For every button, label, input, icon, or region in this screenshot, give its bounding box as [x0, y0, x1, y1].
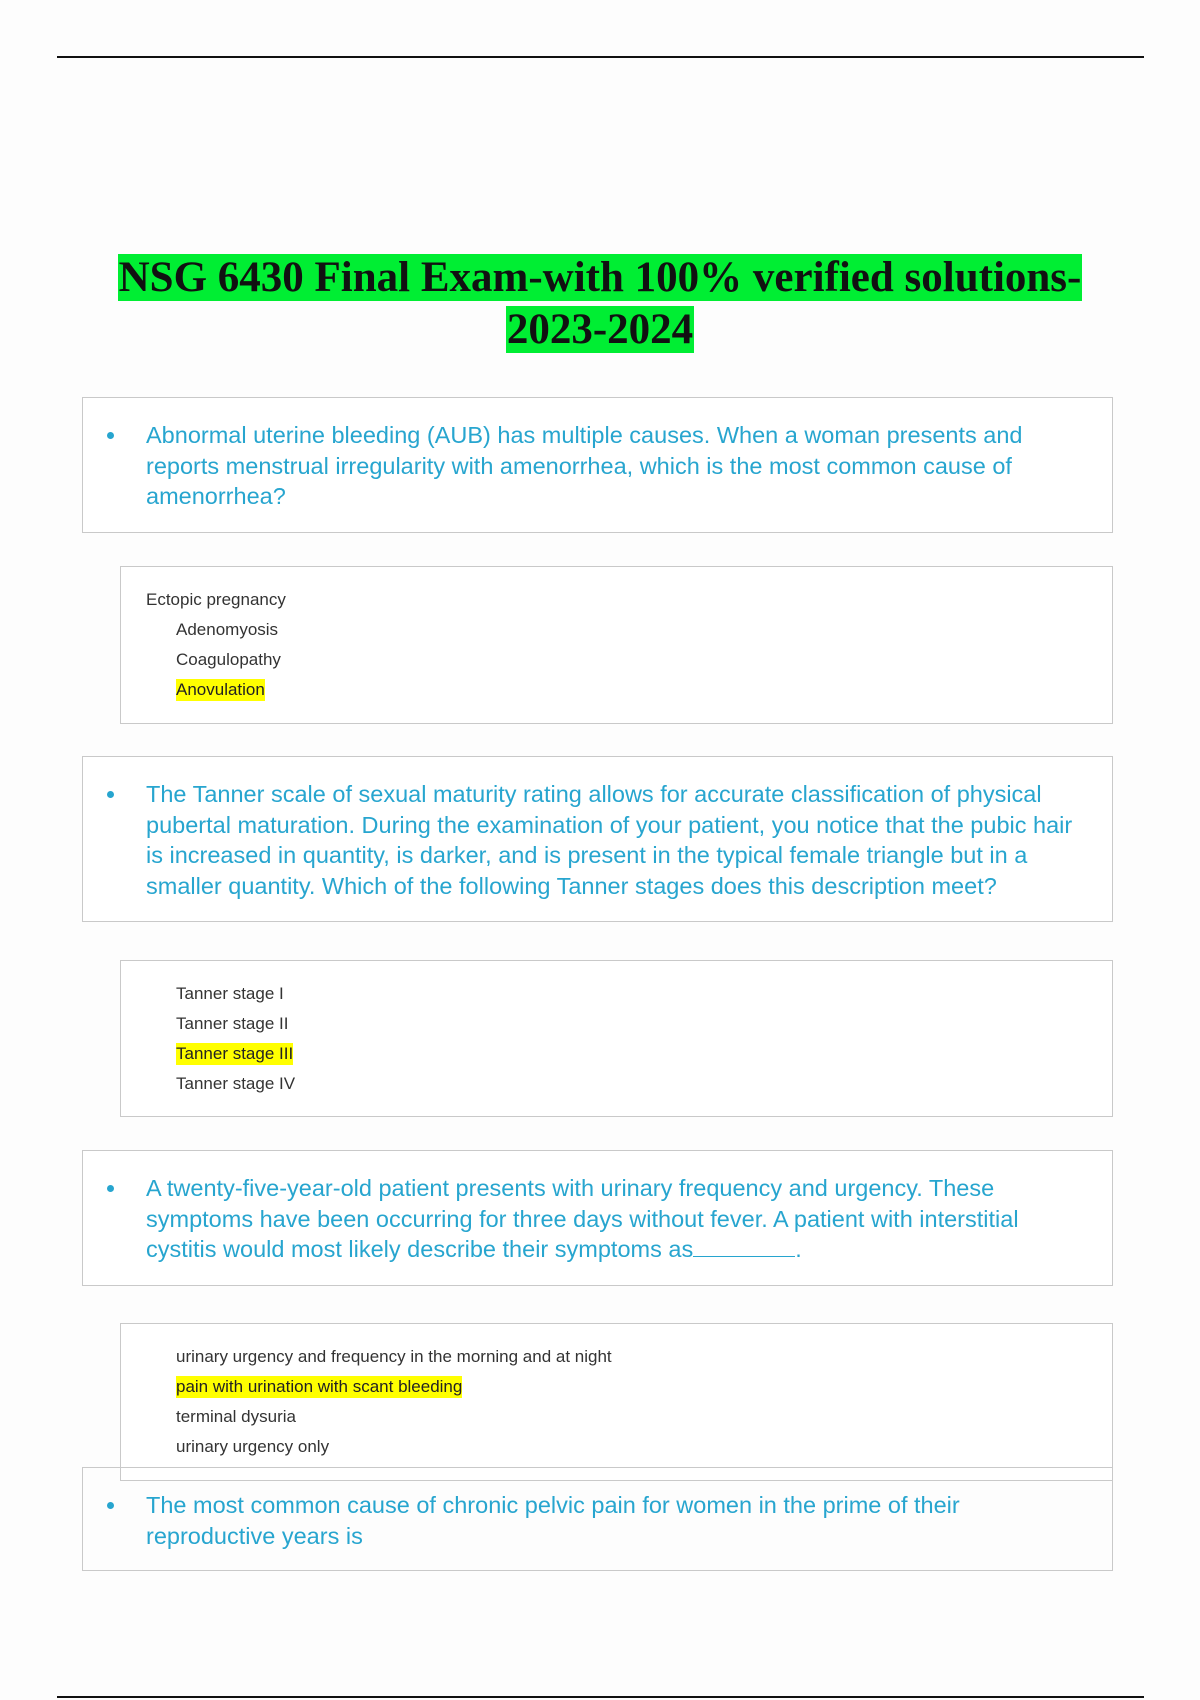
answer-1-option-4-correct: Anovulation [176, 680, 265, 699]
bullet-icon [107, 1502, 114, 1509]
answer-2-option-4: Tanner stage IV [176, 1074, 296, 1093]
question-2-text: The Tanner scale of sexual maturity rating allows for accurate classification of physical pubertal maturation. During the examination of your patient, you notice that the pubic hair is increased in quantity, is darker, and is present in the typical female triangle but in a smaller quantity. Which of the following Tanner stages does this description meet? [146, 781, 1073, 899]
answer-blank [693, 1236, 795, 1257]
bullet-icon [107, 432, 114, 439]
question-3-text [146, 1173, 1088, 1265]
bottom-rule [57, 1696, 1144, 1698]
top-rule [57, 56, 1144, 58]
answer-2-box [120, 960, 1113, 1117]
bullet-icon [107, 791, 114, 798]
answer-3-option-2-correct: pain with urination with scant bleeding [176, 1377, 463, 1396]
question-4-box [82, 1467, 1113, 1571]
answer-2-option-3-correct: Tanner stage III [176, 1044, 294, 1063]
answer-3-option-3: terminal dysuria [176, 1407, 296, 1426]
question-4-text: The most common cause of chronic pelvic pain for women in the prime of their reproductive years is [146, 1492, 960, 1549]
answer-3-box [120, 1323, 1113, 1481]
question-1-text: Abnormal uterine bleeding (AUB) has multiple causes. When a woman presents and reports menstrual irregularity with amenorrhea, which is the most common cause of amenorrhea? [146, 422, 1023, 509]
answer-2-option-2: Tanner stage II [176, 1014, 289, 1033]
answer-1-option-2: Adenomyosis [176, 620, 279, 639]
question-1-box [82, 397, 1113, 533]
answer-2-option-1: Tanner stage I [176, 984, 284, 1003]
question-3-stem: A twenty-five-year-old patient presents with urinary frequency and urgency. These symptoms have been occurring for three days without fever. A patient with interstitial cystitis would most likely describe their symptoms as [146, 1175, 1019, 1262]
title-line-2: 2023-2024 [506, 306, 694, 353]
answer-1-option-3: Coagulopathy [176, 650, 281, 669]
page-title [0, 252, 1200, 356]
answer-3-option-1: urinary urgency and frequency in the morning and at night [176, 1347, 612, 1366]
answer-1-box [120, 566, 1113, 724]
title-line-1: NSG 6430 Final Exam-with 100% verified solutions- [118, 254, 1082, 301]
answer-3-option-4: urinary urgency only [176, 1437, 330, 1456]
question-3-end: . [795, 1236, 802, 1262]
question-2-box [82, 756, 1113, 922]
answer-1-option-1: Ectopic pregnancy [146, 590, 286, 609]
bullet-icon [107, 1185, 114, 1192]
question-3-box [82, 1150, 1113, 1286]
